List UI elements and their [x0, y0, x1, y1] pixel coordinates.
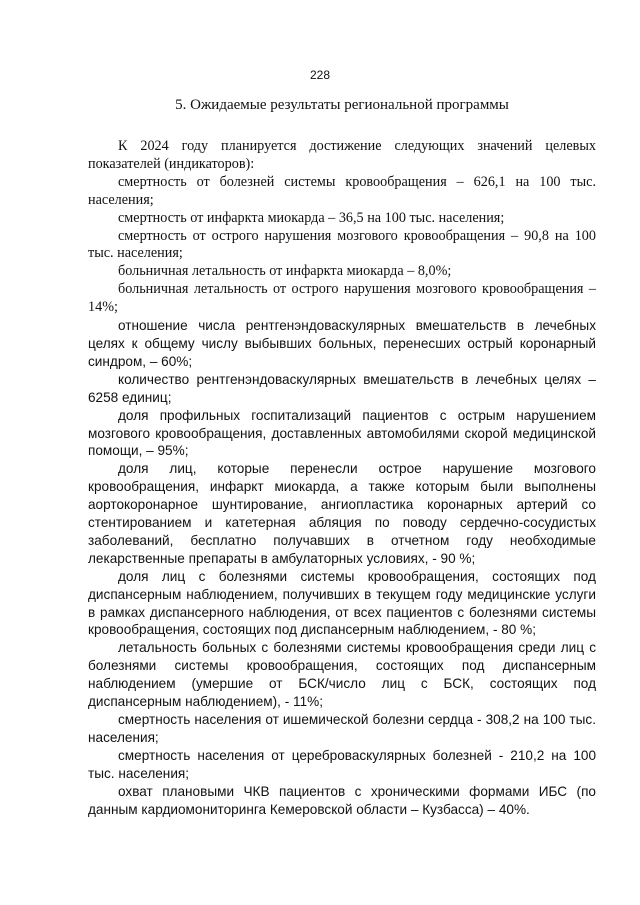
paragraph-indicator: отношение числа рентгенэндоваскулярных вмешательств в лечебных целях к общему числу выбывших больных, перенесших острый коронарный синдром, – 60%;	[88, 318, 596, 369]
section-heading: 5. Ожидаемые результаты региональной программы	[175, 97, 509, 113]
paragraph-indicator: охват плановыми ЧКВ пациентов с хроническими формами ИБС (по данным кардиомониторинга Кемеровской области – Кузбасса) – 40%.	[88, 783, 596, 817]
paragraph-indicator: больничная летальность от острого нарушения мозгового кровообращения – 14%;	[88, 281, 596, 316]
paragraph-indicator: смертность от острого нарушения мозгового кровообращения – 90,8 на 100 тыс. населения;	[88, 227, 596, 262]
paragraph-indicator: больничная летальность от инфаркта миокарда – 8,0%;	[118, 263, 452, 280]
paragraph-indicator: смертность населения от цереброваскулярных болезней - 210,2 на 100 тыс. населения;	[88, 747, 596, 781]
paragraph-indicator: доля профильных госпитализаций пациентов с острым нарушением мозгового кровообращения, доставленных автомобилями скорой медицинской помощи, – 95%;	[88, 407, 596, 459]
paragraph-indicator: смертность от болезней системы кровообращения – 626,1 на 100 тыс. населения;	[88, 173, 596, 208]
paragraph-indicator: доля лиц, которые перенесли острое нарушение мозгового кровообращения, инфаркт миокарда, а также которым были выполнены аортокоронарное шунтирование, ангиопластика коронарных артерий со стентированием и катетерная абляция по поводу сердечно-сосудистых заболеваний, бесплатно получавших в отчетном году необходимые лекарственные препараты в амбулаторных условиях, - 90 %;	[88, 461, 596, 566]
paragraph-indicator: количество рентгенэндоваскулярных вмешательств в лечебных целях – 6258 единиц;	[88, 371, 596, 405]
paragraph-indicator: летальность больных с болезнями системы кровообращения среди лиц с болезнями системы кровообращения, состоящих под диспансерным наблюдением (умершие от БСК/число лиц с БСК, состоящих под диспансерным наблюдением), - 11%;	[88, 640, 596, 710]
paragraph-intro: К 2024 году планируется достижение следующих значений целевых показателей (индикаторов):	[88, 138, 596, 172]
paragraph-indicator: смертность населения от ишемической болезни сердца - 308,2 на 100 тыс. населения;	[88, 712, 596, 745]
paragraph-indicator: доля лиц с болезнями системы кровообращения, состоящих под диспансерным наблюдением, получивших в текущем году медицинские услуги в рамках диспансерного наблюдения, от всех пациентов с болезнями системы кровообращения, состоящих под диспансерным наблюдением, - 80 %;	[88, 568, 596, 638]
document-body	[88, 138, 596, 818]
paragraph-indicator: смертность от инфаркта миокарда – 36,5 на 100 тыс. населения;	[118, 209, 505, 226]
page-number: 228	[309, 68, 331, 82]
